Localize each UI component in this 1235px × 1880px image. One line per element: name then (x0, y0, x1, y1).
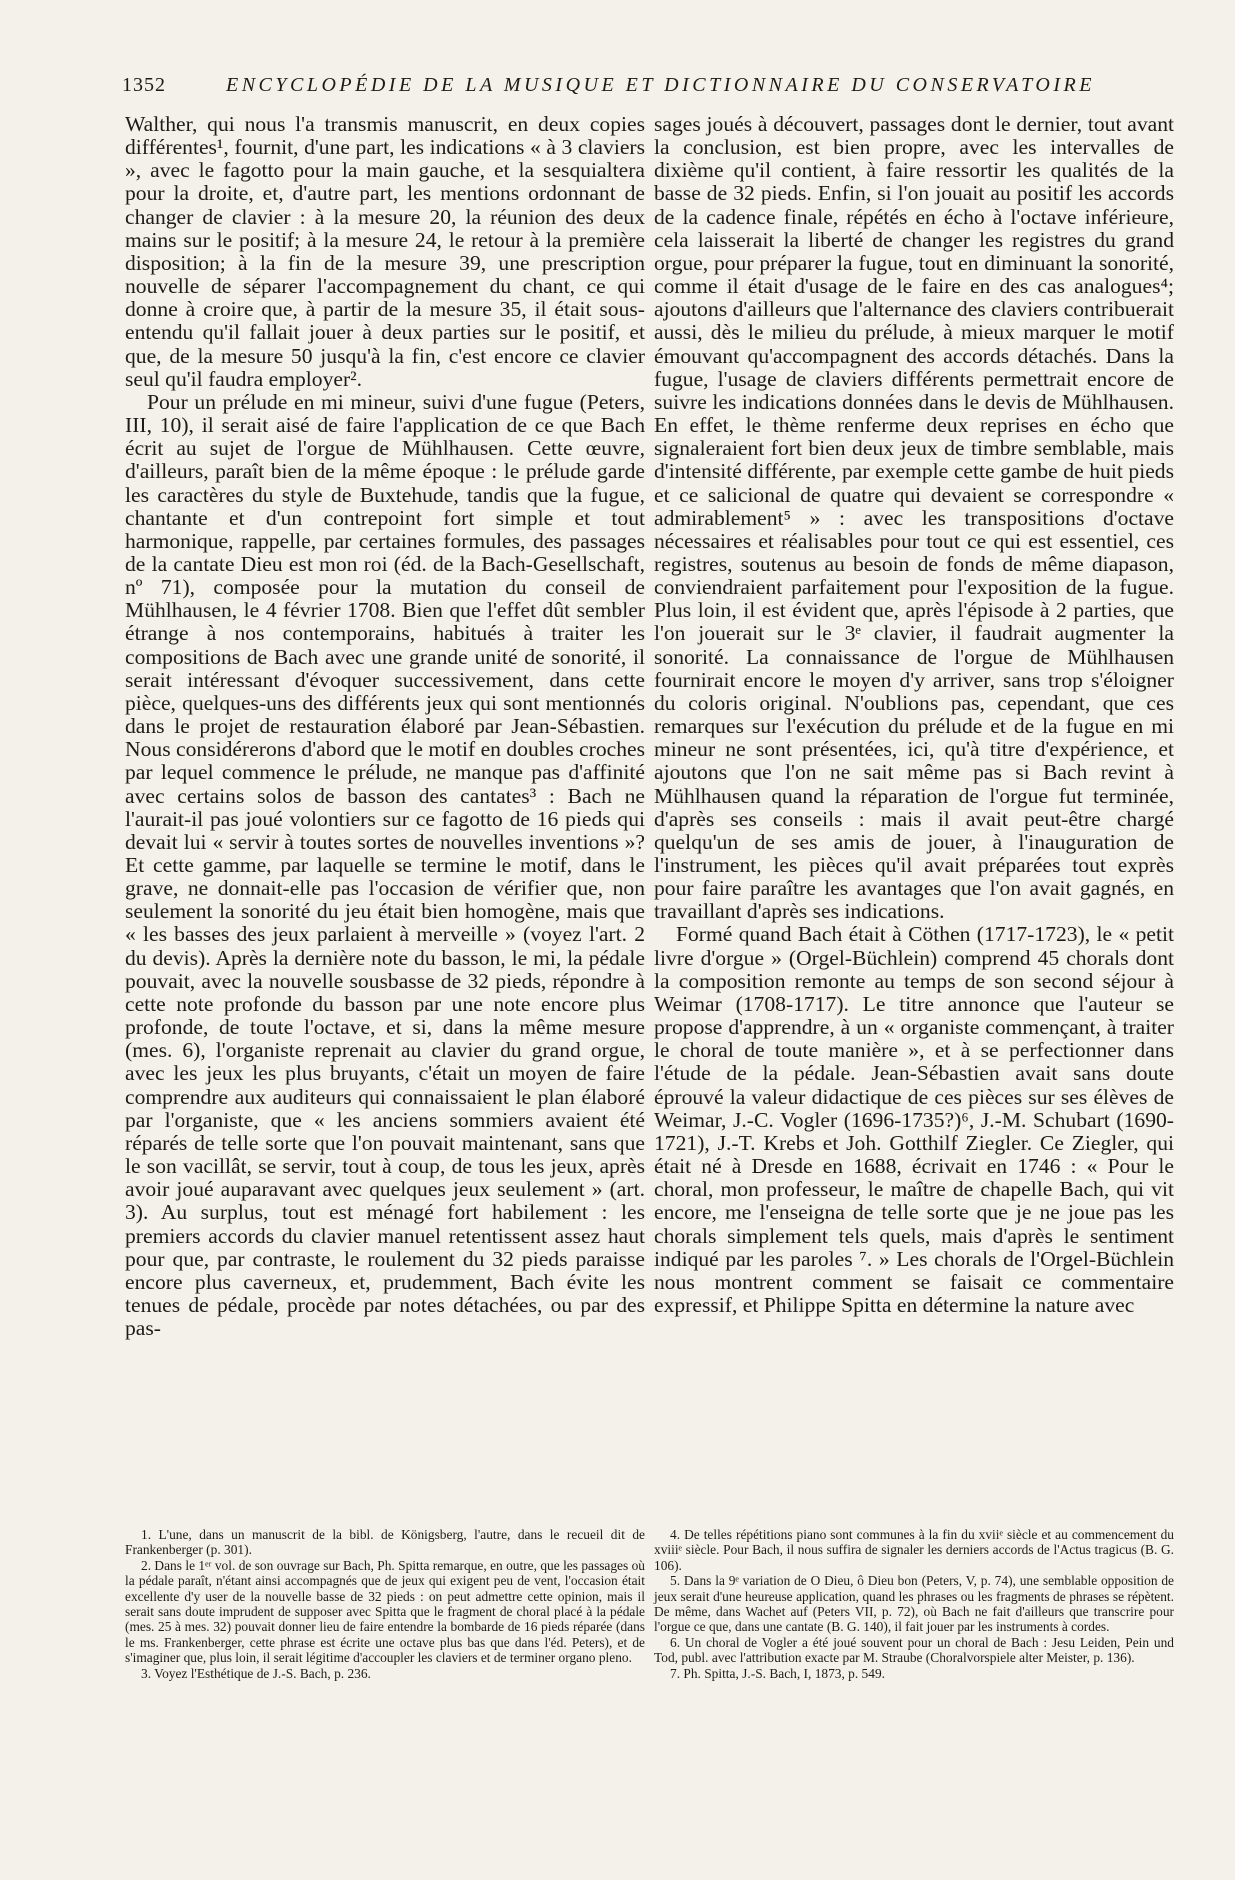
page-header (122, 74, 1172, 106)
paragraph: Formé quand Bach était à Cöthen (1717-1723), le « petit livre d'orgue » (Orgel-Büchlein) comprend 45 chorals dont la composition remonte au temps de son second séjour à Weimar (1708-1717). Le titre annonce que l'auteur se propose d'apprendre, à un « organiste commençant, à traiter le choral de toute manière », et à se perfectionner dans l'étude de la pédale. Jean-Sébastien avait sans doute éprouvé la valeur didactique de ces pièces sur ses élèves de Weimar, J.-C. Vogler (1696-1735?)⁶, J.-M. Schubart (1690-1721), J.-T. Krebs et Joh. Gotthilf Ziegler. Ce Ziegler, qui était né à Dresde en 1688, écrivait en 1746 : « Pour le choral, mon professeur, le maître de chapelle Bach, qui vit encore, me l'enseigna de telle sorte que je ne joue pas les chorals simplement tels quels, mais d'après le sentiment indiqué par les paroles ⁷. » Les chorals de l'Orgel-Büchlein nous montrent comment se faisait ce commentaire expressif, et Philippe Spitta en détermine la nature avec (654, 922, 1174, 1317)
footnote: 5. Dans la 9ᵉ variation de O Dieu, ô Dieu bon (Peters, V, p. 74), une semblable opposition de jeux serait d'une heureuse application, quand les phrases ou les fragments de phrases se répètent. De même, dans Wachet auf (Peters VII, p. 72), où Bach ne fait d'ailleurs que transcrire pour l'orgue ce que, dans une cantate (B. G. 140), il fait jouer par les instruments à cordes. (654, 1573, 1174, 1635)
right-footnotes (654, 1527, 1174, 1681)
footnote: 4. De telles répétitions piano sont communes à la fin du xviiᵉ siècle et au commencement du xviiiᵉ siècle. Pour Bach, il nous suffira de signaler les derniers accords de l'Actus tragicus (B. G. 106). (654, 1527, 1174, 1573)
footnote: 3. Voyez l'Esthétique de J.-S. Bach, p. 236. (141, 1665, 371, 1681)
footnote: 1. L'une, dans un manuscrit de la bibl. de Königsberg, l'autre, dans le recueil dit de Frankenberger (p. 301). (125, 1527, 645, 1558)
page-number: 1352 (122, 74, 166, 96)
left-footnotes (125, 1527, 645, 1681)
right-text-column (654, 113, 1174, 1317)
paragraph: Walther, qui nous l'a transmis manuscrit, en deux copies différentes¹, fournit, d'une part, les indications « à 3 claviers », avec le fagotto pour la main gauche, et la sesquialtera pour la droite, et, d'autre part, les mentions ordonnant de changer de clavier : à la mesure 20, la réunion des deux mains sur le positif; à la mesure 24, le retour à la première disposition; à la fin de la mesure 39, une prescription nouvelle de séparer l'accompagnement du chant, ce qui donne à croire que, à partir de la mesure 35, il était sous-entendu qu'il fallait jouer à deux parties sur le positif, et que, de la mesure 50 jusqu'à la fin, c'est encore ce clavier seul qu'il faudra employer². (125, 112, 645, 391)
paragraph: sages joués à découvert, passages dont le dernier, tout avant la conclusion, est bien propre, avec les intervalles de dixième qu'il contient, à faire ressortir les qualités de la basse de 32 pieds. Enfin, si l'on jouait au positif les accords de la cadence finale, répétés en écho à l'octave inférieure, cela laisserait la liberté de changer les registres du grand orgue, pour préparer la fugue, tout en diminuant la sonorité, comme il était d'usage de le faire en des cas analogues⁴; ajoutons d'ailleurs que l'alternance des claviers contribuerait aussi, dès le milieu du prélude, à mieux marquer le motif émouvant qu'accompagnent des accords détachés. Dans la fugue, l'usage de claviers différents permettrait encore de suivre les indications données dans le devis de Mühlhausen. En effet, le thème renferme deux reprises en écho que signaleraient fort bien deux jeux de timbre semblable, mais d'intensité différente, par exemple cette gambe de huit pieds et ce salicional de quatre qui devaient se correspondre « admirablement⁵ » : avec les transpositions d'octave nécessaires et réalisables pour tout ce qui est essentiel, ces registres, soutenus au besoin de fonds de même diapason, conviendraient parfaitement pour l'exposition de la fugue. Plus loin, il est évident que, après l'épisode à 2 parties, que l'on jouerait sur le 3ᵉ clavier, il faudrait augmenter la sonorité. La connaissance de l'orgue de Mühlhausen fournirait encore le moyen d'y arriver, sans trop s'éloigner du coloris original. N'oublions pas, cependant, que ces remarques sur l'exécution du prélude et de la fugue en mi mineur ne sont présentées, ici, qu'à titre d'expérience, et ajoutons que l'on ne sait même pas si Bach revint à Mühlhausen quand la réparation de l'orgue fut terminée, d'après ses conseils : mais il avait peut-être chargé quelqu'un de ses amis de jouer, à l'inauguration de l'instrument, les pièces qu'il avait préparées tout exprès pour faire paraître les avantages que l'on avait gagnés, en travaillant d'après ses indications. (654, 112, 1174, 924)
footnote: 6. Un choral de Vogler a été joué souvent pour un choral de Bach : Jesu Leiden, Pein und Tod, publ. avec l'attribution exacte par M. Straube (Choralvorspiele alter Meister, p. 136). (654, 1634, 1174, 1666)
footnote: 2. Dans le 1ᵉʳ vol. de son ouvrage sur Bach, Ph. Spitta remarque, en outre, que les passages où la pédale paraît, n'étant ainsi accompagnés que de jeux qui exigent peu de vent, l'occasion était excellente d'y user de la nouvelle basse de 32 pieds : on peut admettre cette opinion, mais il serait sans doute imprudent de supposer avec Spitta que le fragment de choral placé à la pédale (mes. 25 à mes. 32) pouvait donner lieu de faire entendre la bombarde de 16 pieds réparée (dans le ms. Frankenberger, cette phrase est écrite une octave plus bas que dans l'éd. Peters), et de s'imaginer que, plus loin, il serait légitime d'accoupler les claviers et de terminer organo pleno. (125, 1557, 645, 1666)
left-text-column (125, 113, 645, 1340)
paragraph: Pour un prélude en mi mineur, suivi d'une fugue (Peters, III, 10), il serait aisé de faire l'application de ce que Bach écrit au sujet de l'orgue de Mühlhausen. Cette œuvre, d'ailleurs, paraît bien de la même époque : le prélude garde les caractères du style de Buxtehude, tandis que la fugue, chantante et d'un contrepoint fort simple et tout harmonique, rappelle, par certaines formules, des passages de la cantate Dieu est mon roi (éd. de la Bach-Gesellschaft, nº 71), composée pour la mutation du conseil de Mühlhausen, le 4 février 1708. Bien que l'effet dût sembler étrange à nos contemporains, habitués à traiter les compositions de Bach avec une grande unité de sonorité, il serait intéressant d'évoquer successivement, dans cette pièce, quelques-uns des différents jeux qui sont mentionnés dans le projet de restauration élaboré par Jean-Sébastien. Nous considérerons d'abord que le motif en doubles croches par lequel commence le prélude, ne manque pas d'affinité avec certains solos de basson des cantates³ : Bach ne l'aurait-il pas joué volontiers sur ce fagotto de 16 pieds qui devait lui « servir à toutes sortes de nouvelles inventions »? Et cette gamme, par laquelle se termine le motif, dans le grave, ne donnait-elle pas l'occasion de vérifier que, non seulement la sonorité du jeu était bien homogène, mais que « les basses des jeux parlaient à merveille » (voyez l'art. 2 du devis). Après la dernière note du basson, le mi, la pédale pouvait, avec la nouvelle sousbasse de 32 pieds, répondre à cette note profonde du basson par une note encore plus profonde, de toute l'octave, et si, dans la même mesure (mes. 6), l'organiste reprenait au clavier du grand orgue, avec les jeux les plus bruyants, c'était un moyen de faire comprendre aux auditeurs qui connaissaient le plan élaboré par l'organiste, que « les anciens sommiers avaient été réparés de telle sorte que l'on pouvait maintenant, sans que le son vacillât, se servir, tout à coup, de tous les jeux, après avoir joué auparavant avec quelques jeux seulement » (art. 3). Au surplus, tout est ménagé fort habilement : les premiers accords du clavier manuel retentissent assez haut pour que, par contraste, le roulement du 32 pieds paraisse encore plus caverneux, et, prudemment, Bach évite les tenues de pédale, procède par notes détachées, ou par des pas- (125, 389, 645, 1341)
footnote: 7. Ph. Spitta, J.-S. Bach, I, 1873, p. 549. (670, 1665, 885, 1681)
running-title: ENCYCLOPÉDIE DE LA MUSIQUE ET DICTIONNAIRE DU CONSERVATOIRE (226, 74, 1095, 96)
